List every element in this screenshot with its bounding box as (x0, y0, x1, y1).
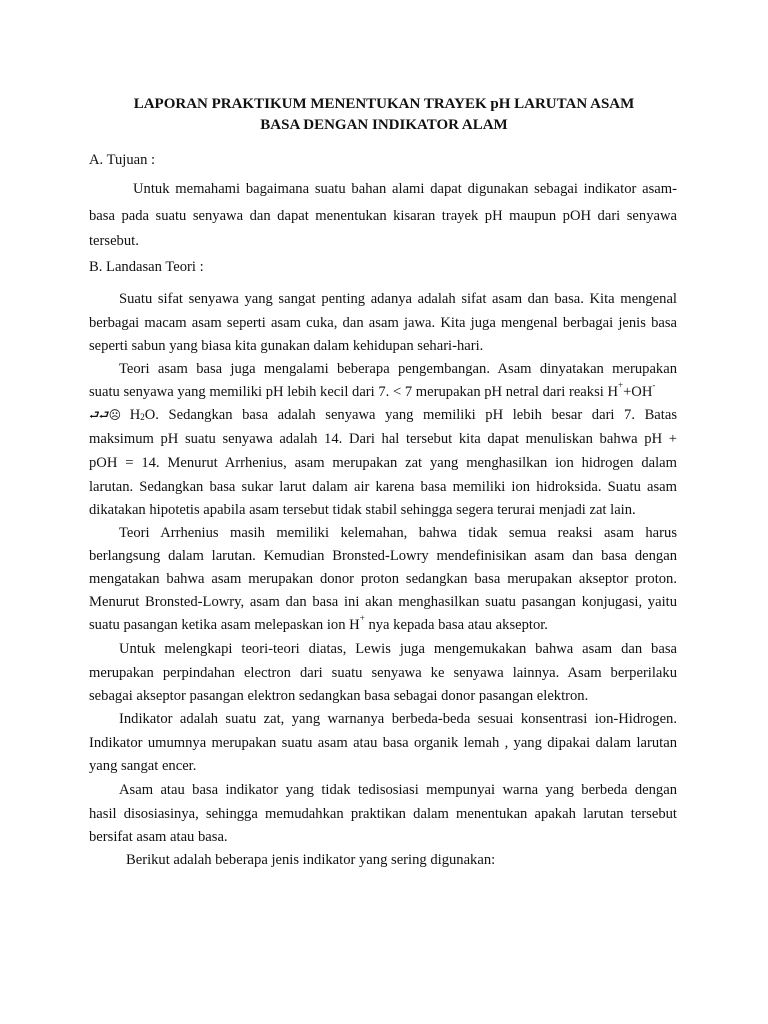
p7-line-1: Berikut adalah beberapa jenis indikator yang sering digunakan: (126, 852, 496, 868)
document-title (60, 94, 708, 136)
oh-minus-sup: - (652, 380, 656, 391)
p3-line-4: Menurut Bronsted-Lowry, asam dan basa ini akan menghasilkan suatu pasangan konjugasi, yaitu (89, 594, 677, 610)
p2-line-2-oh: +OH (623, 384, 653, 400)
h-plus-sup-2: + (359, 613, 365, 624)
p5-line-3: yang sangat encer. (89, 758, 197, 774)
p2-line-4: maksimum pH suatu senyawa adalah 14. Dari hal tersebut kita dapat menuliskan bahwa pH + (89, 431, 677, 447)
p3-line-5-tail: nya kepada basa atau akseptor. (364, 617, 548, 633)
section-b-heading: B. Landasan Teori : (89, 259, 204, 275)
p1-line-3: seperti sabun yang biasa kita gunakan dalam kehidupan sehari-hari. (89, 338, 484, 354)
title-line-1: LAPORAN PRAKTIKUM MENENTUKAN TRAYEK pH LARUTAN ASAM (133, 96, 635, 112)
p1-line-2: berbagai macam asam seperti asam cuka, dan asam jawa. Kita juga mengenal berbagai jenis basa (89, 315, 677, 331)
p2-line-3-h: H (120, 407, 141, 423)
p2-line-7: dikatakan hipotetis apabila asam tersebut tidak stabil sehingga segera terurai menjadi zat lain. (89, 502, 636, 518)
p6-line-3: bersifat asam atau basa. (89, 829, 228, 845)
p5-line-2: Indikator umumnya merupakan suatu asam atau basa organik lemah , yang dipakai dalam larutan (89, 735, 677, 751)
tujuan-line-3: tersebut. (89, 233, 139, 249)
p4-line-2: merupakan perpindahan electron dari suatu senyawa ke senyawa lainnya. Asam berperilaku (89, 665, 677, 681)
garbled-symbol-glyphs: ⮐⮐☹ (89, 408, 121, 422)
tujuan-line-2: basa pada suatu senyawa dan dapat menentukan kisaran trayek pH maupun pOH dari senyawa (89, 208, 677, 224)
p3-line-1: Teori Arrhenius masih memiliki kelemahan, bahwa tidak semua reaksi asam harus (119, 525, 677, 541)
p2-line-3-text: O. Sedangkan basa adalah senyawa yang memiliki pH lebih besar dari 7. Batas (144, 407, 677, 423)
section-a-heading: A. Tujuan : (89, 152, 156, 168)
p6-line-1: Asam atau basa indikator yang tidak tedisosiasi mempunyai warna yang berbeda dengan (119, 782, 677, 798)
title-line-2: BASA DENGAN INDIKATOR ALAM (260, 117, 508, 133)
p4-line-3: sebagai akseptor pasangan elektron sedangkan basa sebagai donor pasangan elektron. (89, 688, 589, 704)
p2-line-6: larutan. Sedangkan basa sukar larut dalam air karena basa memiliki ion hidroksida. Suatu asam (89, 479, 677, 495)
h2o-subscript: 2 (140, 412, 145, 422)
p1-line-1: Suatu sifat senyawa yang sangat penting adanya adalah sifat asam dan basa. Kita mengenal (119, 291, 677, 307)
p2-line-1: Teori asam basa juga mengalami beberapa pengembangan. Asam dinyatakan merupakan (119, 361, 677, 377)
tujuan-line-1: Untuk memahami bagaimana suatu bahan alami dapat digunakan sebagai indikator asam- (133, 181, 677, 197)
p4-line-1: Untuk melengkapi teori-teori diatas, Lewis juga mengemukakan bahwa asam dan basa (119, 641, 677, 657)
p2-line-2-text: suatu senyawa yang memiliki pH lebih kecil dari 7. < 7 merupakan pH netral dari reaksi H (89, 384, 618, 400)
p3-line-5 (89, 613, 548, 634)
p3-line-5-text: suatu pasangan ketika asam melepaskan ion H (89, 617, 360, 633)
p2-line-2 (89, 380, 656, 401)
p2-line-5: pOH = 14. Menurut Arrhenius, asam merupakan zat yang menghasilkan ion hidrogen dalam (89, 455, 677, 471)
p6-line-2: hasil disosiasinya, sehingga memudahkan praktikan dalam menentukan apakah larutan tersebut (89, 806, 677, 822)
p3-line-3: mengatakan bahwa asam merupakan donor proton sedangkan basa merupakan akseptor proton. (89, 571, 677, 587)
h-plus-sup: + (618, 380, 624, 391)
p5-line-1: Indikator adalah suatu zat, yang warnanya berbeda-beda sesuai konsentrasi ion-Hidrogen. (119, 711, 677, 727)
p2-line-3 (89, 406, 677, 424)
p3-line-2: berlangsung dalam larutan. Kemudian Bronsted-Lowry mendefinisikan asam dan basa dengan (89, 548, 677, 564)
